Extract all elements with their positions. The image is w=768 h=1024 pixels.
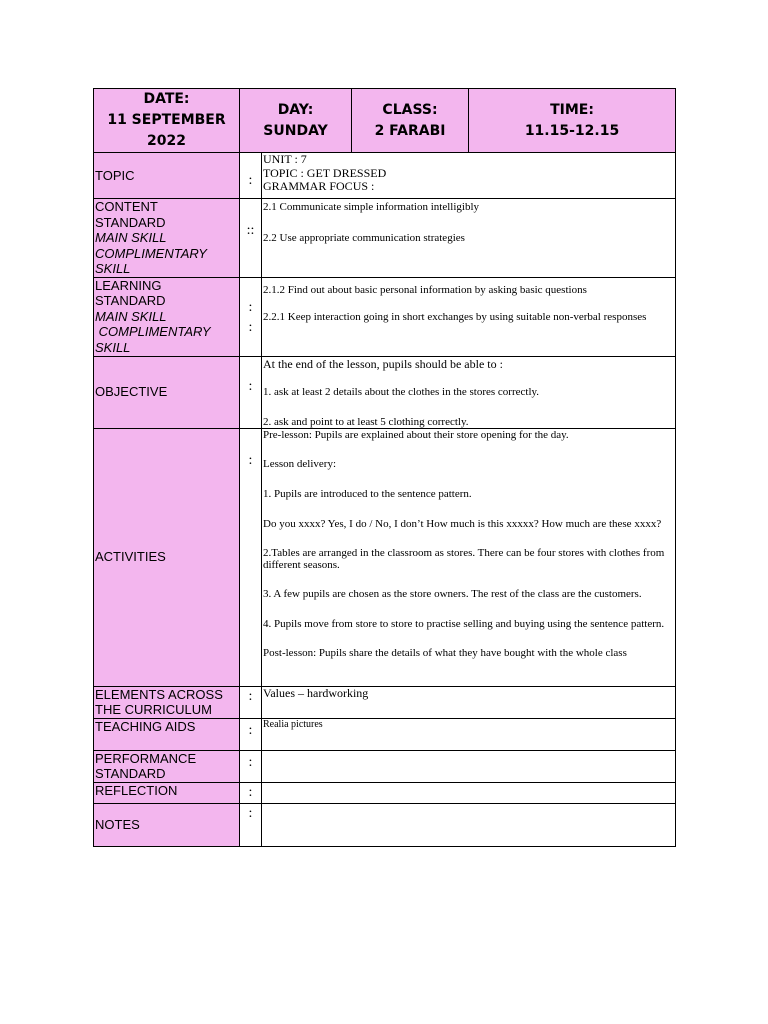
learning-standard-item-1: 2.1.2 Find out about basic personal information by asking basic questions (263, 283, 587, 296)
learning-comp-skill-label-1: COMPLIMENTARY (95, 324, 211, 339)
day-value: SUNDAY (263, 122, 328, 139)
teaching-aids-colon: : (240, 718, 262, 750)
class-label: CLASS: (382, 101, 438, 118)
topic-row (94, 153, 676, 199)
date-cell (94, 89, 240, 153)
topic-colon: : (240, 153, 262, 199)
elements-label (94, 686, 240, 718)
reflection-colon: : (240, 782, 262, 803)
reflection-label: REFLECTION (94, 782, 240, 803)
learning-standard-label (94, 277, 240, 356)
grammar-focus-text: GRAMMAR FOCUS : (263, 179, 375, 193)
content-standard-colon: :: (240, 199, 262, 278)
elements-value: Values – hardworking (262, 686, 676, 718)
activity-step-1: 1. Pupils are introduced to the sentence pattern. (263, 487, 472, 500)
activity-step-3: 3. A few pupils are chosen as the store owners. The rest of the class are the customers. (263, 587, 642, 600)
sentence-pattern-text: Do you xxxx? Yes, I do / No, I don’t How much is this xxxxx? How much are these xxxx? (263, 517, 662, 530)
activity-step-4: 4. Pupils move from store to store to practise selling and buying using the sentence pattern. (263, 617, 665, 630)
class-cell (352, 89, 469, 153)
content-standard-label-line-1: CONTENT (95, 199, 158, 214)
objective-content (262, 356, 676, 428)
unit-text: UNIT : 7 (263, 152, 307, 166)
objective-colon: : (240, 356, 262, 428)
performance-row (94, 750, 676, 782)
notes-colon: : (240, 803, 262, 846)
time-cell (469, 89, 676, 153)
teaching-aids-label: TEACHING AIDS (94, 718, 240, 750)
objective-item-1: 1. ask at least 2 details about the clothes in the stores correctly. (263, 385, 540, 398)
elements-label-line-1: ELEMENTS ACROSS (95, 686, 223, 702)
content-standard-content (262, 199, 676, 278)
objective-item-2: 2. ask and point to at least 5 clothing correctly. (263, 415, 469, 428)
performance-label-line-1: PERFORMANCE (95, 750, 197, 766)
pre-lesson-text: Pre-lesson: Pupils are explained about their store opening for the day. (263, 428, 569, 441)
objective-intro: At the end of the lesson, pupils should be able to : (263, 356, 503, 371)
learning-main-skill-label: MAIN SKILL (95, 308, 167, 324)
time-value: 11.15-12.15 (524, 122, 620, 139)
learning-standard-label-line-2: STANDARD (95, 293, 166, 308)
learning-standard-content (262, 277, 676, 356)
activities-label: ACTIVITIES (94, 428, 240, 686)
header-row (94, 89, 676, 153)
notes-row (94, 803, 676, 846)
learning-standard-row (94, 277, 676, 356)
topic-label: TOPIC (94, 153, 240, 199)
date-label: DATE: (143, 91, 190, 107)
reflection-value (262, 782, 676, 803)
day-cell (240, 89, 352, 153)
time-label: TIME: (550, 101, 594, 118)
learning-standard-colon-2: : (248, 319, 253, 335)
performance-colon: : (240, 750, 262, 782)
performance-label-line-2: STANDARD (95, 766, 166, 781)
elements-colon: : (240, 686, 262, 718)
content-standard-item-2: 2.2 Use appropriate communication strategies (263, 232, 465, 244)
performance-label (94, 750, 240, 782)
lesson-plan-sheet (93, 88, 675, 847)
topic-content (262, 153, 676, 199)
performance-value (262, 750, 676, 782)
lesson-delivery-text: Lesson delivery: (263, 457, 337, 470)
learning-standard-label-line-1: LEARNING (95, 277, 162, 293)
date-value-line-2: 2022 (147, 133, 186, 149)
learning-standard-item-2: 2.2.1 Keep interaction going in short exchanges by using suitable non-verbal responses (263, 310, 647, 323)
elements-label-line-2: THE CURRICULUM (95, 702, 212, 717)
learning-standard-colons (240, 277, 262, 356)
objective-row (94, 356, 676, 428)
class-value: 2 FARABI (374, 122, 446, 139)
activities-row (94, 428, 676, 686)
learning-comp-skill-label-2: SKILL (95, 339, 131, 355)
activity-step-2: 2.Tables are arranged in the classroom as stores. There can be four stores with clothes from different seasons. (263, 546, 665, 571)
notes-label: NOTES (94, 803, 240, 846)
reflection-row (94, 782, 676, 803)
post-lesson-text: Post-lesson: Pupils share the details of what they have bought with the whole class (263, 646, 627, 659)
activities-colon: : (240, 428, 262, 686)
content-comp-skill-label-2: SKILL (95, 261, 131, 276)
lesson-plan-table (93, 88, 676, 847)
notes-value (262, 803, 676, 846)
teaching-aids-row (94, 718, 676, 750)
objective-label: OBJECTIVE (94, 356, 240, 428)
teaching-aids-value: Realia pictures (262, 718, 676, 750)
content-main-skill-label: MAIN SKILL (95, 230, 167, 245)
day-label: DAY: (277, 101, 314, 118)
elements-row (94, 686, 676, 718)
content-standard-label (94, 199, 240, 278)
topic-text: TOPIC : GET DRESSED (263, 165, 387, 180)
learning-standard-colon-1: : (248, 299, 253, 315)
date-value-line-1: 11 SEPTEMBER (107, 112, 226, 128)
activities-content (262, 428, 676, 686)
content-standard-label-line-2: STANDARD (95, 214, 166, 230)
content-standard-item-1: 2.1 Communicate simple information intelligibly (263, 201, 479, 213)
content-comp-skill-label-1: COMPLIMENTARY (95, 245, 207, 261)
content-standard-row (94, 199, 676, 278)
